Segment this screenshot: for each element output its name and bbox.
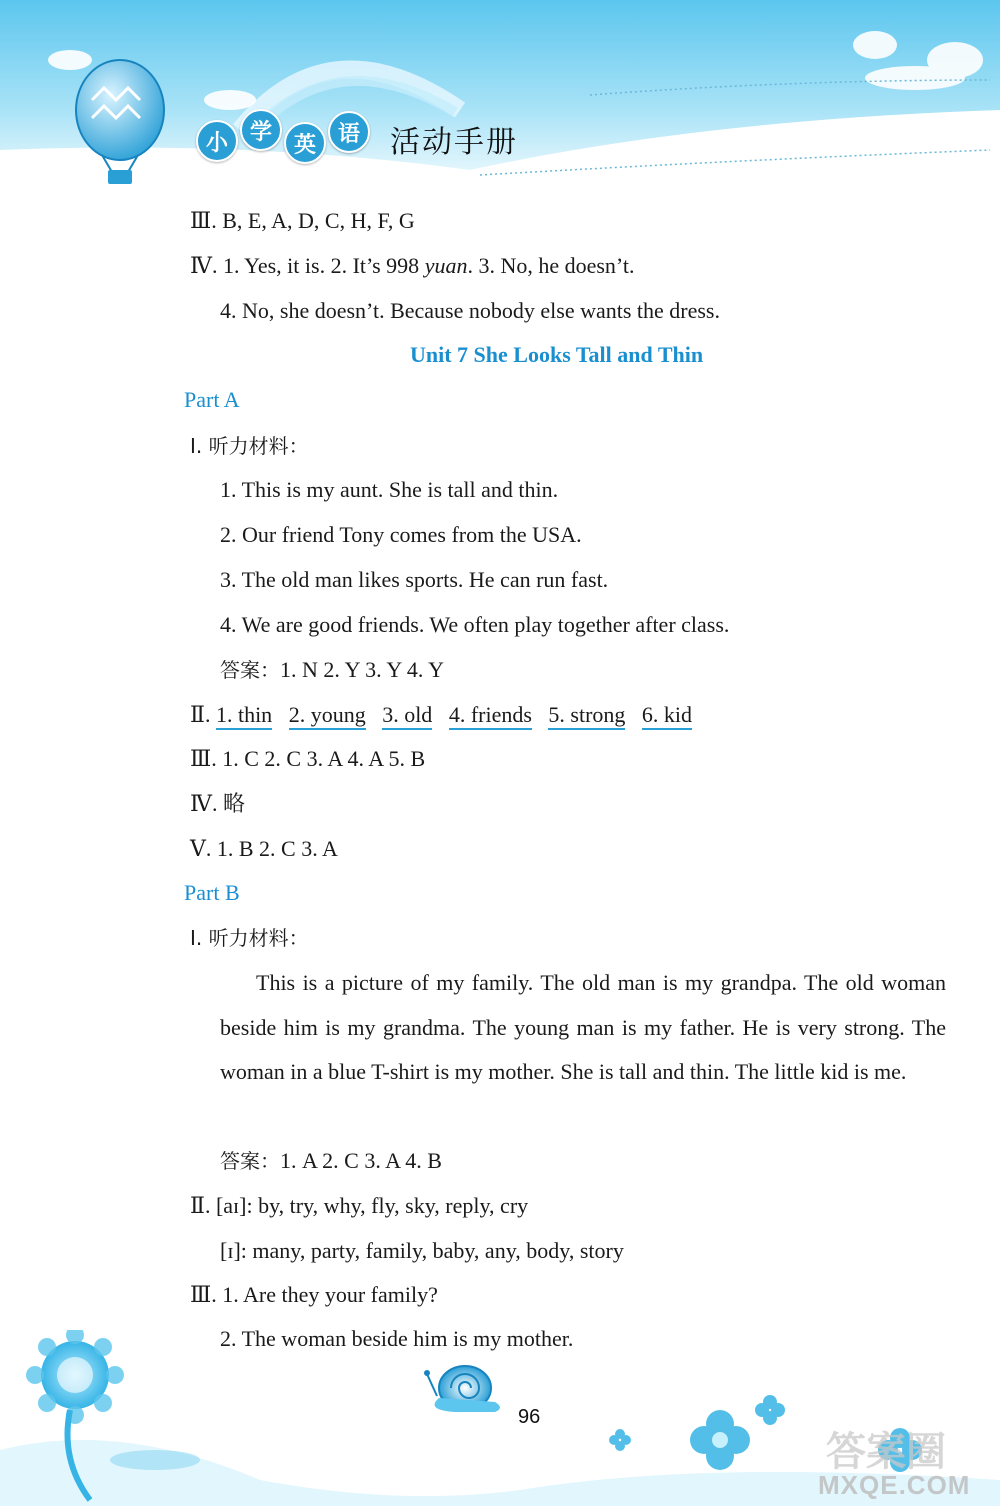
section-heading: Ⅰ. 听力材料： [190,926,309,950]
title-badge: 学 [240,109,282,151]
page-header-banner [0,0,1000,200]
answer-text: Ⅱ. [190,702,216,727]
answer-label: 答案： [220,658,280,682]
transcript-line: 1. This is my aunt. She is tall and thin. [220,477,559,502]
book-subtitle: 活动手册 [390,125,518,160]
answer-text-italic: yuan [424,253,468,278]
answer-line: Ⅲ. B, E, A, D, C, H, F, G [190,208,415,233]
answer-line: Ⅲ. 1. Are they your family? [190,1282,438,1307]
underlined-answer: 4. friends [449,702,532,730]
transcript-line: 3. The old man likes sports. He can run fast. [220,567,609,592]
answer-line: Ⅴ. 1. B 2. C 3. A [190,836,338,861]
underlined-answer: 3. old [382,702,432,730]
title-badge: 英 [284,122,326,164]
answer-label: 答案： [220,1149,280,1173]
site-watermark-bottom: MXQE.COM [818,1470,971,1500]
answer-line [190,251,634,281]
underlined-answer: 6. kid [642,702,692,730]
transcript-paragraph: This is a picture of my family. The old man is my grandpa. The old woman beside him is my grandma. The young man is my father. He is very strong. The woman in a blue T-shirt is my mother. She is tall and thin. The little kid is me. [220,970,946,1084]
book-title [196,108,518,164]
underlined-answer: 1. thin [216,702,272,730]
answer-line: Ⅳ. 略 [190,791,245,816]
page-number: 96 [518,1406,541,1428]
section-heading: Ⅰ. 听力材料： [190,434,309,458]
answer-text: Ⅳ. 1. Yes, it is. 2. It’s 998 [190,253,425,278]
part-heading: Part B [184,880,240,905]
title-badge: 小 [196,120,238,162]
answer-text: . 3. No, he doesn’t. [467,253,635,278]
sky-banner-illustration [0,0,1000,200]
answer-line [220,655,444,685]
site-watermark-top: 答案圈 [826,1430,946,1474]
answer-line [190,700,692,730]
answer-line: [ɪ]: many, party, family, baby, any, body, story [220,1238,624,1263]
answer-line: 2. The woman beside him is my mother. [220,1326,574,1351]
answer-line: Ⅲ. 1. C 2. C 3. A 4. A 5. B [190,746,426,771]
answer-text: 1. A 2. C 3. A 4. B [280,1148,442,1173]
part-heading: Part A [184,387,240,412]
answer-text: 1. N 2. Y 3. Y 4. Y [280,657,444,682]
title-badge: 语 [328,111,370,153]
answer-line: Ⅱ. [aɪ]: by, try, why, fly, sky, reply, cry [190,1193,529,1218]
underlined-answer: 5. strong [548,702,625,730]
answer-line: 4. No, she doesn’t. Because nobody else wants the dress. [220,298,720,323]
unit-heading: Unit 7 She Looks Tall and Thin [410,342,704,367]
transcript-line: 2. Our friend Tony comes from the USA. [220,522,582,547]
answer-line [220,1146,442,1176]
underlined-answer: 2. young [289,702,366,730]
transcript-line: 4. We are good friends. We often play together after class. [220,612,730,637]
